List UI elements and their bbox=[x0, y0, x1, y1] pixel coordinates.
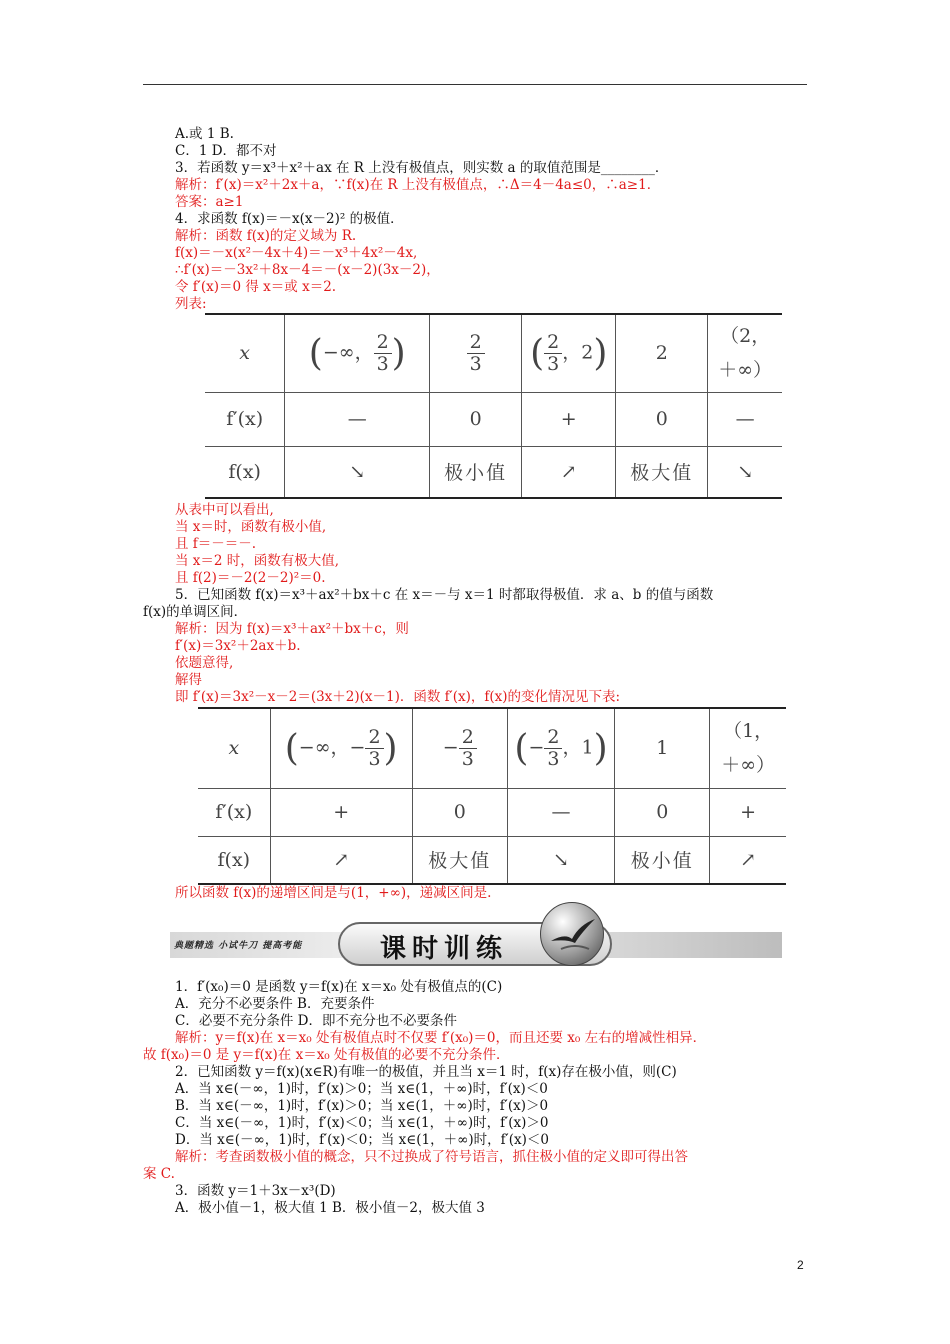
table-cell: 1 bbox=[615, 708, 710, 788]
table-cell: 0 bbox=[430, 392, 522, 446]
table-cell: + bbox=[710, 788, 786, 836]
text-line: 案 C. bbox=[143, 1166, 175, 1182]
section-banner bbox=[170, 902, 782, 968]
text-line: f′(x)＝3x²＋2ax＋b. bbox=[175, 638, 301, 654]
table-cell: 0 bbox=[616, 392, 708, 446]
arrow-down-icon: ↘ bbox=[708, 446, 782, 498]
text-line: 5．已知函数 f(x)＝x³＋ax²＋bx＋c 在 x＝－与 x＝1 时都取得极值．求 a、b 的值与函数 bbox=[175, 587, 714, 603]
arrow-up-icon: ↗ bbox=[270, 836, 412, 884]
arrow-down-icon: ↘ bbox=[507, 836, 614, 884]
table-cell: 极大值 bbox=[616, 446, 708, 498]
text-line: C．1 D．都不对 bbox=[175, 143, 277, 159]
text-line: 令 f′(x)＝0 得 x＝或 x＝2. bbox=[175, 279, 337, 295]
table-cell: f′(x) bbox=[198, 788, 270, 836]
text-line: 解析：f′(x)＝x²＋2x＋a，∵f(x)在 R 上没有极值点，∴Δ＝4－4a≤0，∴a≥1． bbox=[175, 177, 661, 193]
text-line: 答案：a≥1 bbox=[175, 194, 244, 210]
text-line: 从表中可以看出, bbox=[175, 502, 274, 518]
text-line: 2．已知函数 y＝f(x)(x∈R)有唯一的极值，并且当 x＝1 时，f(x)存在极小值，则(C) bbox=[175, 1064, 677, 1080]
text-line: 故 f(x₀)＝0 是 y＝f(x)在 x＝x₀ 处有极值的必要不充分条件． bbox=[143, 1047, 510, 1063]
text-line: 依题意得, bbox=[175, 655, 234, 671]
variation-table-2 bbox=[198, 707, 786, 885]
text-line: 解析：因为 f(x)＝x³＋ax²＋bx＋c，则 bbox=[175, 621, 409, 637]
table-cell: $\frac{2}{3}$ bbox=[430, 314, 522, 392]
text-line: 解析：函数 f(x)的定义域为 R. bbox=[175, 228, 357, 244]
text-line: A．当 x∈(－∞，1)时，f′(x)＞0；当 x∈(1，＋∞)时，f′(x)＜0 bbox=[175, 1081, 548, 1097]
text-line: 3．若函数 y＝x³＋x²＋ax 在 R 上没有极值点，则实数 a 的取值范围是________． bbox=[175, 160, 669, 176]
text-line: 解得 bbox=[175, 672, 202, 688]
text-line: D．当 x∈(－∞，1)时，f′(x)＜0；当 x∈(1，＋∞)时，f′(x)＜0 bbox=[175, 1132, 549, 1148]
text-line: f(x)的单调区间． bbox=[143, 604, 248, 620]
table-cell: （2， ＋∞） bbox=[708, 314, 782, 392]
table-cell: (− $\frac{2}{3}$ ，1) bbox=[507, 708, 614, 788]
text-line: 当 x＝2 时，函数有极大值, bbox=[175, 553, 340, 569]
table-cell: − $\frac{2}{3}$ bbox=[412, 708, 507, 788]
text-line: A．极小值－1，极大值 1 B．极小值－2，极大值 3 bbox=[175, 1200, 485, 1216]
table-cell: 极小值 bbox=[615, 836, 710, 884]
table-cell: — bbox=[285, 392, 430, 446]
table-cell: + bbox=[270, 788, 412, 836]
text-line: 且 f(2)＝－2(2－2)²＝0. bbox=[175, 570, 326, 586]
text-line: 当 x＝时，函数有极小值, bbox=[175, 519, 327, 535]
table-cell: f(x) bbox=[198, 836, 270, 884]
arrow-down-icon: ↘ bbox=[285, 446, 430, 498]
table-cell: 2 bbox=[616, 314, 708, 392]
text-line: 列表: bbox=[175, 296, 207, 312]
text-line: 且 f＝－＝－. bbox=[175, 536, 257, 552]
header-rule bbox=[143, 84, 807, 85]
table-cell: f(x) bbox=[205, 446, 285, 498]
banner-title: 课时训练 bbox=[380, 934, 509, 964]
table-cell: + bbox=[522, 392, 616, 446]
text-line: 解析：y＝f(x)在 x＝x₀ 处有极值点时不仅要 f′(x₀)＝0，而且还要 x₀ 左右的增减性相异． bbox=[175, 1030, 707, 1046]
bird-orb-icon bbox=[540, 902, 604, 966]
text-line: 解析：考查函数极小值的概念，只不过换成了符号语言，抓住极小值的定义即可得出答 bbox=[175, 1149, 688, 1165]
table-cell: x bbox=[239, 342, 251, 365]
text-line: ∴f′(x)＝－3x²＋8x－4＝－(x－2)(3x－2)， bbox=[175, 262, 440, 278]
table-cell: （1， ＋∞） bbox=[710, 708, 786, 788]
table-cell: ( $\frac{2}{3}$ ，2) bbox=[522, 314, 616, 392]
text-line: f(x)＝－x(x²－4x＋4)＝－x³＋4x²－4x, bbox=[175, 245, 418, 261]
table-cell: — bbox=[507, 788, 614, 836]
table-cell: f′(x) bbox=[205, 392, 285, 446]
table-cell: 0 bbox=[615, 788, 710, 836]
text-line: A．充分不必要条件 B．充要条件 bbox=[175, 996, 375, 1012]
table-cell: — bbox=[708, 392, 782, 446]
table-cell: (−∞， $\frac{2}{3}$ ) bbox=[285, 314, 430, 392]
text-line: 即 f′(x)＝3x²－x－2＝(3x＋2)(x－1)．函数 f′(x)，f(x)的变化情况见下表: bbox=[175, 689, 621, 705]
table-cell: 极大值 bbox=[412, 836, 507, 884]
table-cell: 极小值 bbox=[430, 446, 522, 498]
arrow-up-icon: ↗ bbox=[522, 446, 616, 498]
conclusion-line: 所以函数 f(x)的递增区间是与(1，+∞)，递减区间是. bbox=[175, 885, 492, 901]
text-line: C．当 x∈(－∞，1)时，f′(x)＜0；当 x∈(1，＋∞)时，f′(x)＞0 bbox=[175, 1115, 549, 1131]
text-line: B．当 x∈(－∞，1)时，f′(x)＞0；当 x∈(1，＋∞)时，f′(x)＞0 bbox=[175, 1098, 549, 1114]
table-cell: (−∞，− $\frac{2}{3}$ ) bbox=[270, 708, 412, 788]
text-line: 1．f′(x₀)＝0 是函数 y＝f(x)在 x＝x₀ 处有极值点的(C) bbox=[175, 979, 503, 995]
table-cell: x bbox=[228, 737, 240, 760]
text-line: A.或 1 B. bbox=[175, 126, 234, 142]
text-line: 3．函数 y＝1＋3x－x³(D) bbox=[175, 1183, 336, 1199]
page-number: 2 bbox=[797, 1258, 804, 1272]
banner-tag: 典题精选 小试牛刀 提高考能 bbox=[174, 941, 303, 951]
text-line: C．必要不充分条件 D．即不充分也不必要条件 bbox=[175, 1013, 457, 1029]
text-line: 4．求函数 f(x)＝－x(x－2)² 的极值． bbox=[175, 211, 404, 227]
table-cell: 0 bbox=[412, 788, 507, 836]
variation-table-1 bbox=[205, 313, 782, 499]
arrow-up-icon: ↗ bbox=[710, 836, 786, 884]
